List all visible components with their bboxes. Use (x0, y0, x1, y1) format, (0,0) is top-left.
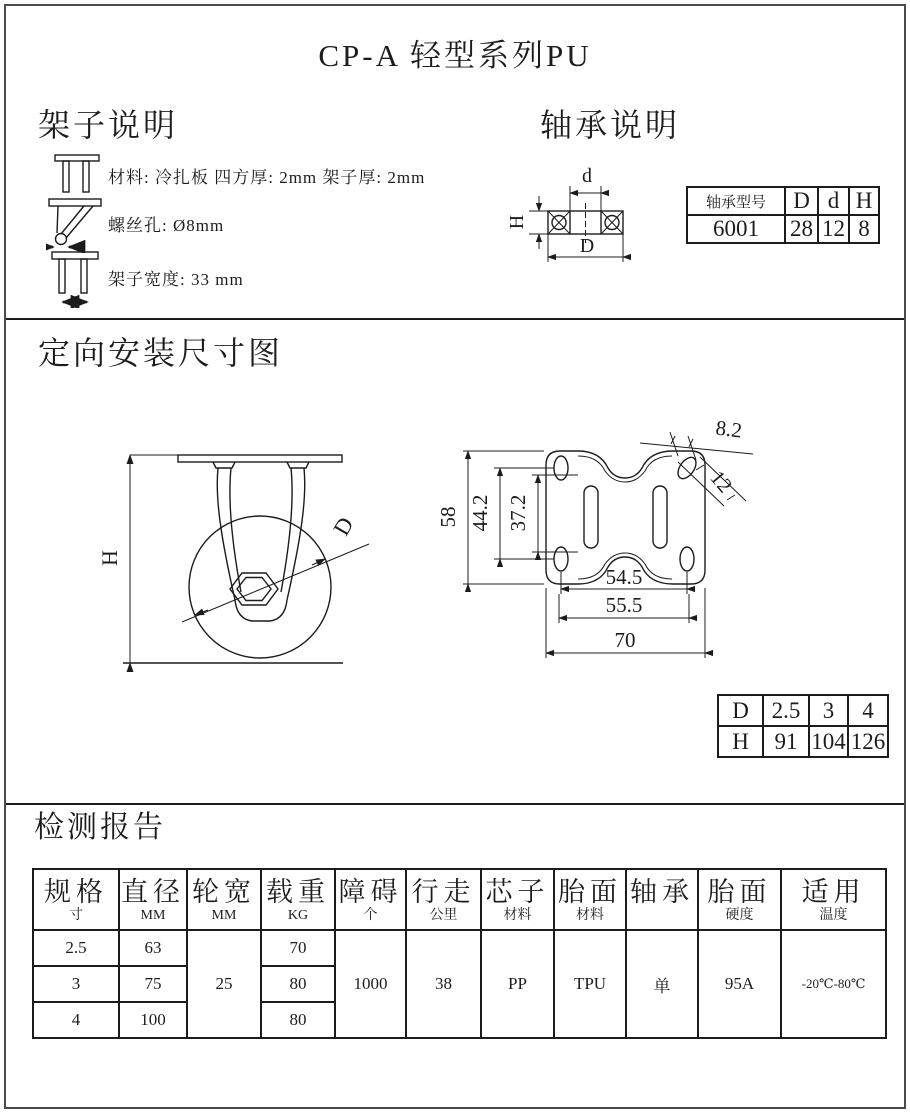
side-view-D-label: D (328, 512, 359, 540)
cell-diameter: 100 (119, 1002, 187, 1038)
mounting-plate-top-view-drawing (428, 396, 773, 676)
dh-h-value-2: 104 (809, 726, 848, 757)
bearing-table-header-model: 轴承型号 (687, 187, 785, 215)
cell-size: 3 (33, 966, 119, 1002)
plate-dim-58: 58 (436, 506, 460, 528)
dh-d-value-2: 3 (809, 695, 848, 726)
col-header-size: 规格 寸 (33, 869, 119, 930)
bearing-d-value: 12 (818, 215, 849, 243)
plate-dim-37-2: 37.2 (506, 494, 530, 532)
plate-dim-54-5: 54.5 (605, 565, 643, 589)
frame-screwhole-note: 螺丝孔: Ø8mm (108, 216, 225, 235)
cell-hardness: 95A (698, 930, 781, 1038)
bearing-model-value: 6001 (687, 215, 785, 243)
col-header-temperature: 适用 温度 (781, 869, 886, 930)
bearing-H-value: 8 (849, 215, 879, 243)
plate-dim-12: 12 (705, 465, 738, 498)
test-report-table (32, 868, 887, 1039)
frame-section-title: 架子说明 (38, 107, 179, 143)
section-divider-top (6, 318, 904, 320)
plate-dim-8-2: 8.2 (714, 415, 744, 443)
dh-h-value-3: 126 (848, 726, 888, 757)
plate-dim-70: 70 (614, 628, 636, 652)
bearing-table-header-d: d (818, 187, 849, 215)
bearing-cross-section-drawing (503, 156, 683, 271)
plate-dim-44-2: 44.2 (468, 494, 492, 532)
cell-bearing-type: 单 (626, 930, 698, 1038)
bearing-dim-d-label: d (582, 165, 592, 187)
col-header-load: 载重 KG (261, 869, 335, 930)
col-header-tread-material: 胎面 材料 (554, 869, 626, 930)
cell-load: 70 (261, 930, 335, 966)
dh-h-value-1: 91 (763, 726, 809, 757)
bearing-spec-table (686, 186, 880, 244)
bearing-table-header-H: H (849, 187, 879, 215)
report-row-2-5 (33, 930, 886, 966)
cell-tread-material: TPU (554, 930, 626, 1038)
plate-dim-55-5: 55.5 (605, 593, 643, 617)
bearing-D-value: 28 (785, 215, 818, 243)
bearing-dim-h-label: H (506, 214, 528, 230)
page-title: CP-A 轻型系列PU (318, 38, 592, 73)
report-header-row (33, 869, 886, 930)
cell-size: 4 (33, 1002, 119, 1038)
cell-core-material: PP (481, 930, 554, 1038)
cell-temperature: -20℃-80℃ (781, 930, 886, 1038)
col-header-walk: 行走 公里 (406, 869, 481, 930)
col-header-wheel-width: 轮宽 MM (187, 869, 261, 930)
dh-d-value-1: 2.5 (763, 695, 809, 726)
cell-diameter: 75 (119, 966, 187, 1002)
col-header-core: 芯子 材料 (481, 869, 554, 930)
dh-row-d-label: D (718, 695, 763, 726)
caster-side-view-drawing (88, 418, 398, 718)
col-header-obstacle: 障碍 个 (335, 869, 406, 930)
cell-load: 80 (261, 1002, 335, 1038)
cell-wheel-width: 25 (187, 930, 261, 1038)
bracket-front-icon (54, 152, 100, 196)
dh-d-value-3: 4 (848, 695, 888, 726)
mounting-section-title: 定向安装尺寸图 (38, 335, 284, 371)
bearing-section-title: 轴承说明 (540, 107, 681, 143)
cell-walk: 38 (406, 930, 481, 1038)
size-height-table (717, 694, 889, 758)
side-view-H-label: H (97, 550, 122, 566)
bracket-width-icon (50, 250, 100, 308)
frame-material-note: 材料: 冷扎板 四方厚: 2mm 架子厚: 2mm (108, 168, 426, 187)
col-header-bearing: 轴承 (626, 869, 698, 930)
report-section-title: 检测报告 (34, 811, 166, 844)
dh-row-h-label: H (718, 726, 763, 757)
cell-diameter: 63 (119, 930, 187, 966)
cell-load: 80 (261, 966, 335, 1002)
cell-obstacle: 1000 (335, 930, 406, 1038)
col-header-diameter: 直径 MM (119, 869, 187, 930)
bearing-table-header-D: D (785, 187, 818, 215)
bracket-screwhole-icon (46, 197, 104, 253)
cell-size: 2.5 (33, 930, 119, 966)
bearing-dim-D-label: D (579, 235, 595, 257)
frame-width-note: 架子宽度: 33 mm (108, 270, 244, 289)
col-header-hardness: 胎面 硬度 (698, 869, 781, 930)
